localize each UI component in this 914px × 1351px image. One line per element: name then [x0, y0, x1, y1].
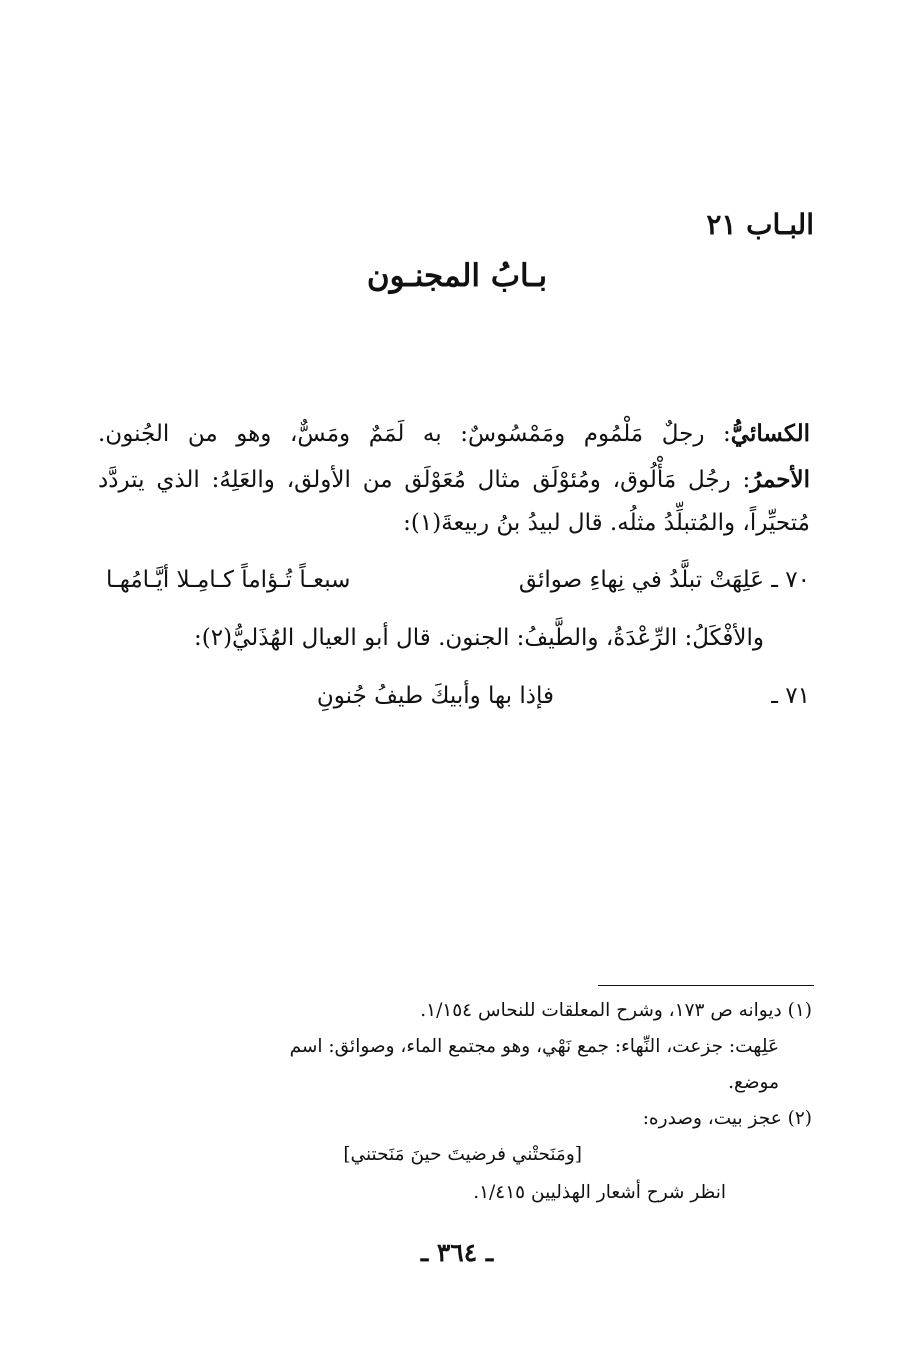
author-name: الأحمرُ — [750, 466, 810, 493]
footnote-1-gloss-end: موضع. — [728, 1072, 779, 1093]
footnote-1: (١) ديوانه ص ١٧٣، وشرح المعلقات للنحاس ١/١٥٤. — [420, 1000, 812, 1021]
verse-hemistich-first: عَلِهَتْ تبلَّدُ في نِهاءِ صوائق — [518, 567, 764, 593]
body-line-4: والأفْكَلُ: الرِّعْدَةُ، والطَّيفُ: الجنون. قال أبو العيال الهُذَليُّ(٢): — [193, 625, 764, 651]
body-line-1 — [98, 420, 810, 447]
chapter-title: بـابُ المجنـون — [366, 258, 548, 294]
body-line-3: مُتحيِّراً، والمُتبلِّدُ مثلُه. قال لبيدُ بنُ ربيعةَ(١): — [403, 510, 810, 536]
verse-number: ٧١ ـ — [771, 683, 810, 709]
footnote-2: (٢) عجز بيت، وصدره: — [642, 1108, 812, 1129]
body-text: : رجُل مَأْلُوق، ومُئوْلَق مثال مُعَوْلَق من الأولق، والعَلِهُ: الذي يتردَّد — [98, 467, 751, 493]
footnote-divider — [598, 985, 814, 986]
footnote-1-gloss: عَلِهت: جزعت، النِّهاء: جمع نَهْي، وهو مجتمع الماء، وصوائق: اسم — [289, 1036, 779, 1057]
body-line-2 — [98, 466, 810, 493]
page-number: ـ ٣٦٤ ـ — [420, 1238, 494, 1267]
verse-hemistich-second: فإذا بها وأبيكَ طيفُ جُنونِ — [316, 683, 554, 709]
body-text: : رجلٌ مَلْمُوم ومَمْسُوسٌ: به لَمَمٌ ومَسٌّ، وهو من الجُنون. — [98, 421, 731, 447]
footnote-2-verse: [ومَنَحتْني فرضيتَ حينَ مَنَحتني] — [343, 1144, 582, 1165]
verse-number: ٧٠ ـ — [771, 567, 810, 593]
footnote-2-reference: انظر شرح أشعار الهذليين ١/٤١٥. — [473, 1182, 726, 1203]
chapter-label: البـاب ٢١ — [706, 208, 814, 241]
verse-hemistich-second: سبعـاً تُـؤاماً كـامِـلا أيَّـامُهـا — [106, 567, 351, 593]
author-name: الكسائيُّ — [730, 420, 810, 447]
